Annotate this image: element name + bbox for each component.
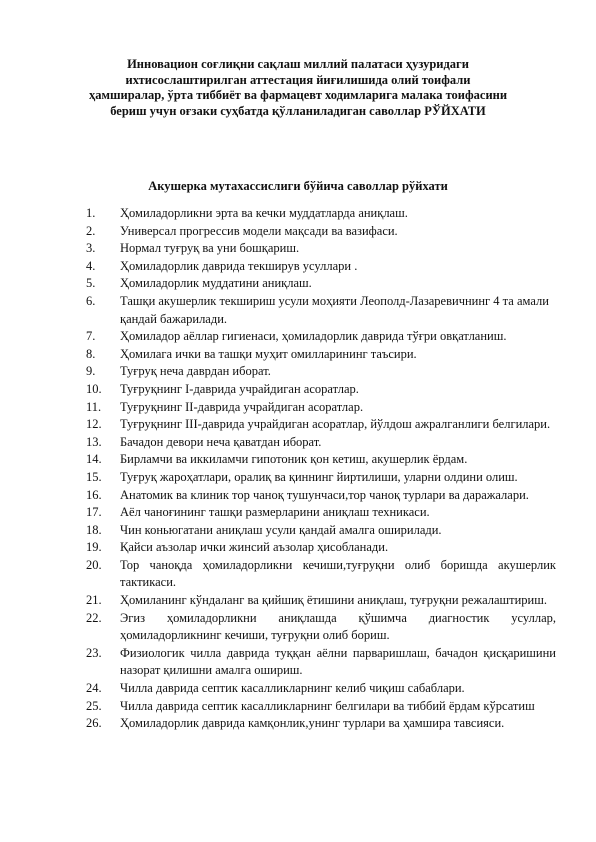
question-number: 13. xyxy=(86,434,102,449)
question-text: Туғруқ неча даврдан иборат. xyxy=(120,364,271,379)
question-item xyxy=(86,240,556,258)
question-number: 14. xyxy=(86,452,102,467)
question-number: 18. xyxy=(86,522,102,537)
question-text: Чилла даврида септик касалликларнинг белгилари ва тиббий ёрдам кўрсатиш xyxy=(120,698,535,713)
question-item xyxy=(86,293,556,328)
question-text: Ҳомиладорликни эрта ва кечки муддатларда аниқлаш. xyxy=(120,206,408,220)
document-title: Инновацион соғлиқни сақлаш миллий палатаси ҳузуридаги ихтисослаштирилган аттестация йиғилишида олий тоифали ҳамширалар, ўрта тиббиёт ва фармацевт ходимларига малака тоифасини бериш учун оғзаки суҳбатда қўлланиладиган саволлар РЎЙХАТИ xyxy=(88,57,508,118)
question-number: 4. xyxy=(86,258,96,273)
question-item xyxy=(86,557,556,592)
question-text: Қайси аъзолар ички жинсий аъзолар ҳисобланади. xyxy=(120,540,389,555)
question-text: Анатомик ва клиник тор чаноқ тушунчаси,тор чаноқ турлари ва даражалари. xyxy=(120,487,529,502)
question-item xyxy=(86,487,556,505)
question-item xyxy=(86,275,556,293)
section-title: Акушерка мутахассислиги бўйича саволлар рўйхати xyxy=(148,179,448,193)
question-item xyxy=(86,223,556,241)
question-number: 21. xyxy=(86,593,102,608)
question-number: 11. xyxy=(86,399,102,414)
question-item xyxy=(86,328,556,346)
question-text: Туғруқнинг II-даврида учрайдиган асоратлар. xyxy=(120,399,364,414)
question-text: Бачадон девори неча қаватдан иборат. xyxy=(120,434,322,449)
question-number: 12. xyxy=(86,417,102,432)
question-item xyxy=(86,715,556,733)
question-item xyxy=(86,451,556,469)
question-item xyxy=(86,610,556,645)
question-number: 15. xyxy=(86,469,102,484)
question-number: 19. xyxy=(86,540,102,555)
question-text: Ҳомиланинг кўндаланг ва қийшиқ ётишини аниқлаш, туғруқни режалаштириш. xyxy=(120,593,547,608)
question-number: 5. xyxy=(86,276,96,291)
question-number: 10. xyxy=(86,381,102,396)
question-item xyxy=(86,205,556,223)
question-text: Туғруқнинг I-даврида учрайдиган асоратлар. xyxy=(120,381,359,396)
question-text: Ҳомиладор аёллар гигиенаси, ҳомиладорлик даврида тўғри овқатланиш. xyxy=(120,329,507,344)
question-text: Универсал прогрессив модели мақсади ва вазифаси. xyxy=(120,223,398,238)
question-item xyxy=(86,469,556,487)
question-text: Туғруқнинг III-даврида учрайдиган асоратлар, йўлдош ажралганлиги белгилари. xyxy=(120,417,551,432)
question-item xyxy=(86,504,556,522)
question-item xyxy=(86,539,556,557)
question-text: Нормал туғруқ ва уни бошқариш. xyxy=(120,241,300,256)
question-item xyxy=(86,592,556,610)
question-item xyxy=(86,258,556,276)
question-list xyxy=(86,205,556,733)
question-number: 7. xyxy=(86,329,96,344)
question-number: 25. xyxy=(86,698,102,713)
question-number: 17. xyxy=(86,505,102,520)
question-number: 22. xyxy=(86,610,102,625)
question-number: 16. xyxy=(86,487,102,502)
question-item xyxy=(86,680,556,698)
question-text: Бирламчи ва иккиламчи гипотоник қон кетиш, акушерлик ёрдам. xyxy=(120,452,468,467)
question-number: 20. xyxy=(86,557,102,572)
question-number: 2. xyxy=(86,223,96,238)
question-number: 1. xyxy=(86,206,96,220)
question-text: Физиологик чилла даврида туққан аёлни парваришлаш, бачадон қисқаришини назорат қилишни амалга ошириш. xyxy=(120,645,556,678)
question-number: 6. xyxy=(86,293,96,308)
question-text: Ҳомиладорлик даврида камқонлик,унинг турлари ва ҳамшира тавсияси. xyxy=(120,716,505,731)
question-text: Эгиз ҳомиладорликни аниқлашда қўшимча диагностик усуллар, ҳомиладорликнинг кечиши, туғруқни олиб бориш. xyxy=(120,610,556,643)
question-text: Аёл чаноғининг ташқи размерларини аниқлаш техникаси. xyxy=(120,505,430,520)
question-text: Чилла даврида септик касалликларнинг келиб чиқиш сабаблари. xyxy=(120,681,465,696)
question-text: Тор чаноқда ҳомиладорликни кечиши,туғруқни олиб боришда акушерлик тактикаси. xyxy=(120,557,556,590)
question-text: Ташқи акушерлик текшириш усули моҳияти Леополд-Лазаревичнинг 4 та амали қандай бажарилади. xyxy=(120,293,549,326)
question-text: Чин коньюгатани аниқлаш усули қандай амалга оширилади. xyxy=(120,522,442,537)
question-number: 3. xyxy=(86,241,96,256)
question-item xyxy=(86,434,556,452)
question-number: 24. xyxy=(86,681,102,696)
question-item xyxy=(86,416,556,434)
question-text: Ҳомиладорлик муддатини аниқлаш. xyxy=(120,276,312,291)
question-text: Туғруқ жароҳатлари, оралиқ ва қиннинг йиртилиши, уларни олдини олиш. xyxy=(120,469,518,484)
question-item xyxy=(86,363,556,381)
question-number: 23. xyxy=(86,645,102,660)
question-item xyxy=(86,346,556,364)
question-text: Ҳомиладорлик даврида текширув усуллари . xyxy=(120,258,358,273)
question-number: 26. xyxy=(86,716,102,731)
question-item xyxy=(86,698,556,716)
question-text: Ҳомилага ички ва ташқи муҳит омилларининг таъсири. xyxy=(120,346,417,361)
question-number: 8. xyxy=(86,346,96,361)
question-item xyxy=(86,522,556,540)
question-item xyxy=(86,381,556,399)
question-item xyxy=(86,645,556,680)
question-number: 9. xyxy=(86,364,96,379)
question-item xyxy=(86,399,556,417)
